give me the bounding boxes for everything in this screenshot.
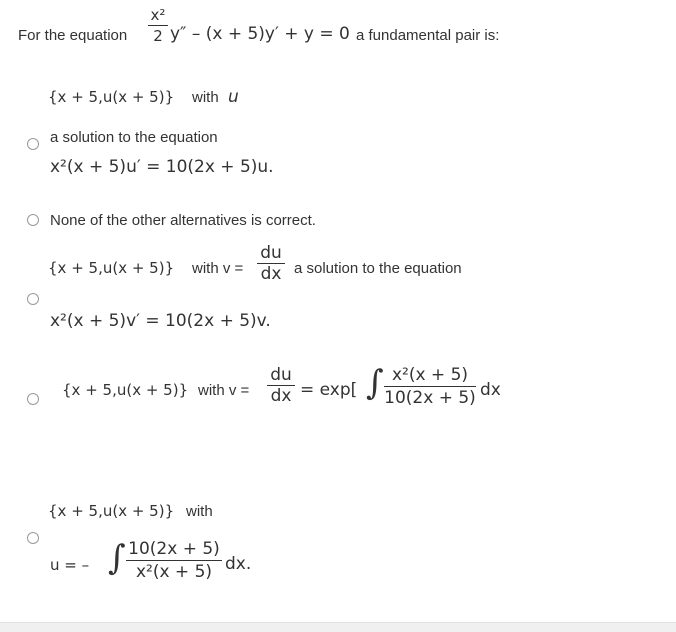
option-4-frac-den: dx <box>270 386 292 406</box>
option-2-radio[interactable] <box>27 214 39 226</box>
option-3-frac-den: dx <box>260 264 282 284</box>
option-4-fraction <box>267 365 295 406</box>
option-3-equation: x²(x + 5)v′ = 10(2x + 5)v. <box>50 311 271 331</box>
option-5-int-den: x²(x + 5) <box>135 562 213 582</box>
option-5-int-num: 10(2x + 5) <box>128 539 220 559</box>
option-2-text: None of the other alternatives is correct. <box>50 212 316 229</box>
option-3-pair: {x + 5,u(x + 5)} <box>48 259 175 277</box>
option-4-frac-num: du <box>270 365 292 385</box>
option-4-exp: = exp[ <box>300 380 358 400</box>
option-1-radio[interactable] <box>27 138 39 150</box>
option-1-var: u <box>228 87 239 107</box>
option-3-radio[interactable] <box>27 293 39 305</box>
option-3-frac-num: du <box>260 243 282 263</box>
option-1-line2: a solution to the equation <box>50 129 218 146</box>
option-5-u-eq: u = – <box>50 556 90 574</box>
option-3-fraction <box>257 243 285 284</box>
option-5-dx: dx. <box>225 554 252 574</box>
option-1-with: with <box>192 89 219 106</box>
ode-expression: y″ – (x + 5)y′ + y = 0 <box>170 24 350 44</box>
option-5-int-fraction <box>126 538 222 583</box>
option-4-int-num: x²(x + 5) <box>391 365 469 385</box>
option-4-int-fraction <box>384 364 476 409</box>
coef-denominator: 2 <box>153 27 163 45</box>
option-5-radio[interactable] <box>27 532 39 544</box>
option-3-with: with v = <box>192 260 244 277</box>
question-suffix: a fundamental pair is: <box>356 27 500 44</box>
option-4-dx: dx <box>480 380 501 400</box>
question-prefix: For the equation <box>18 27 128 44</box>
option-4-with: with v = <box>198 382 250 399</box>
option-4-int-den: 10(2x + 5) <box>384 388 476 408</box>
option-4-integral-sign: ∫ <box>366 363 384 403</box>
option-3-after: a solution to the equation <box>294 260 462 277</box>
option-5-with: with <box>186 503 213 520</box>
option-4-pair: {x + 5,u(x + 5)} <box>62 381 189 399</box>
option-5-integral-sign: ∫ <box>108 538 126 578</box>
option-1-pair: {x + 5,u(x + 5)} <box>48 88 175 106</box>
option-5-pair: {x + 5,u(x + 5)} <box>48 502 175 520</box>
coef-fraction <box>148 5 168 46</box>
coef-numerator: x² <box>150 6 166 24</box>
option-4-radio[interactable] <box>27 393 39 405</box>
option-1-equation: x²(x + 5)u′ = 10(2x + 5)u. <box>50 157 274 177</box>
